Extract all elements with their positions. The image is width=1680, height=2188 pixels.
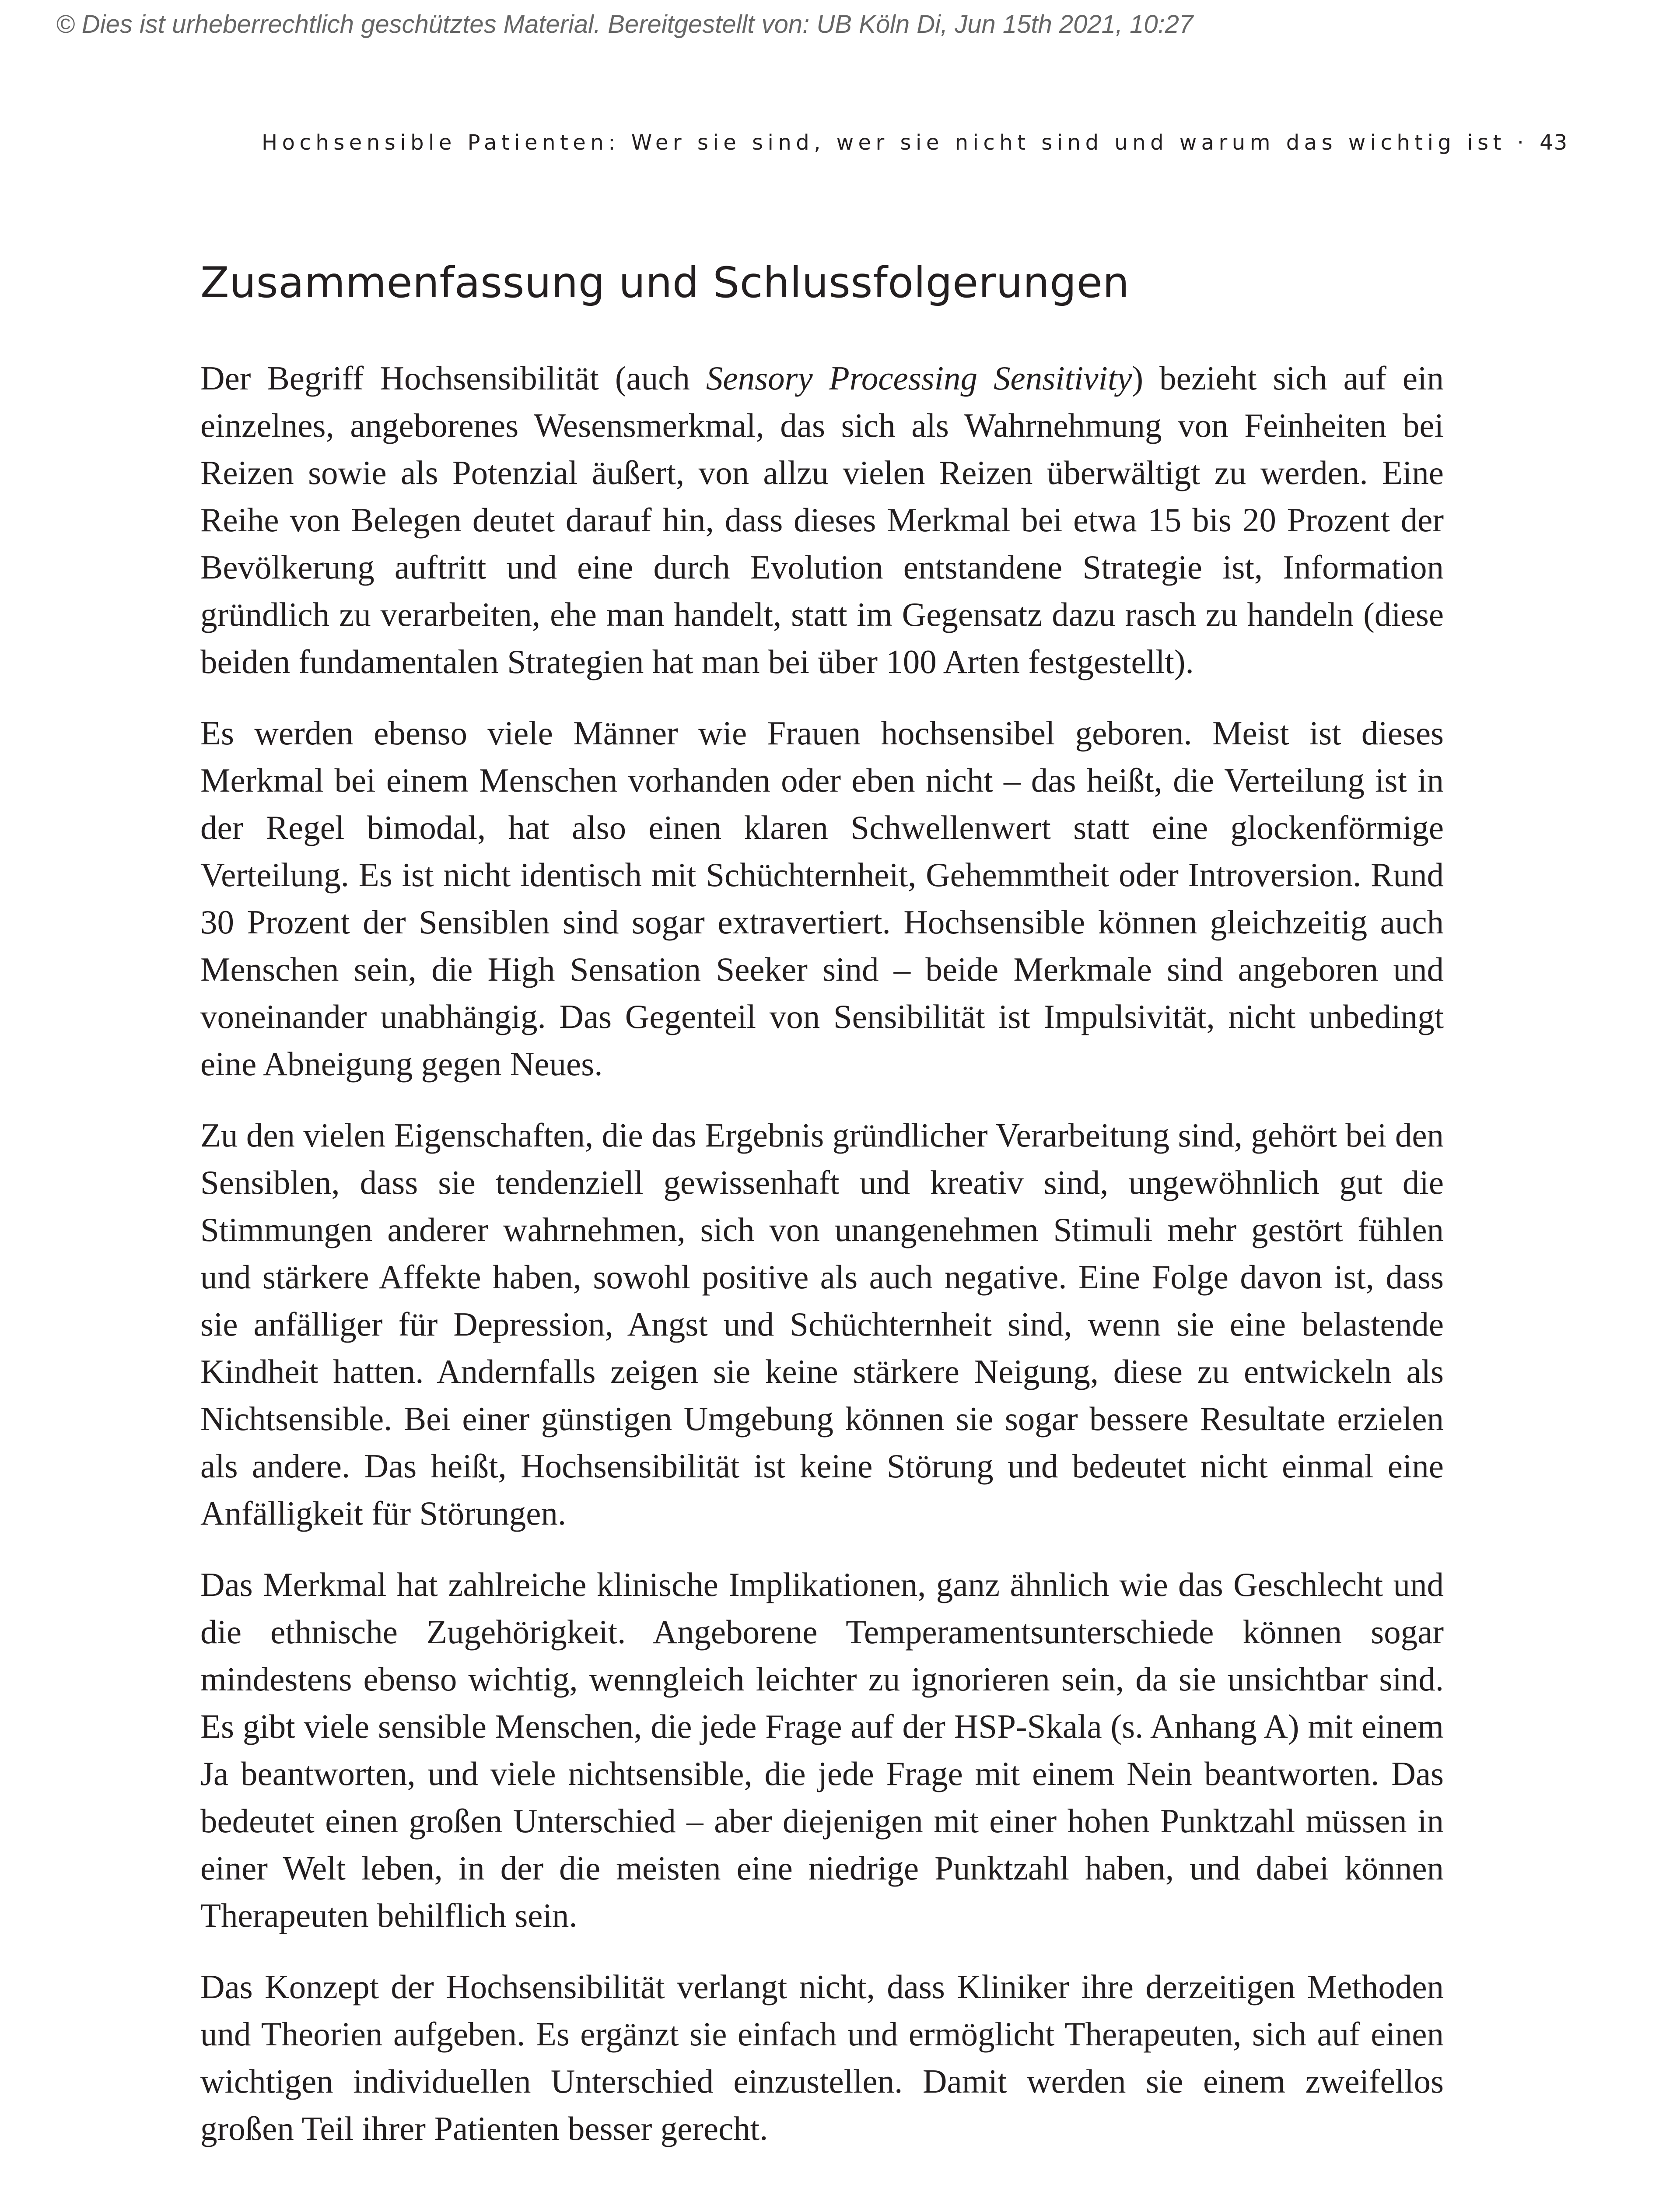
paragraph-4: Das Merkmal hat zahlreiche klinische Implikationen, ganz ähnlich wie das Geschlecht und die ethnische Zugehörigkeit. Angeborene Temperamentsunterschiede können sogar mindestens ebenso wichtig, wenngleich leichter zu ignorieren sein, da sie unsichtbar sind. Es gibt viele sensible Menschen, die jede Frage auf der HSP-Skala (s. Anhang A) mit einem Ja beantworten, und viele nichtsensible, die jede Frage mit einem Nein beantworten. Das bedeutet einen großen Unterschied – aber diejenigen mit einer hohen Punktzahl müssen in einer Welt leben, in der die meisten eine niedrige Punktzahl haben, und dabei können Therapeuten behilflich sein. <box>200 1566 1444 1934</box>
paragraph-3: Zu den vielen Eigenschaften, die das Ergebnis gründlicher Verarbeitung sind, gehört bei den Sensiblen, dass sie tendenziell gewissenhaft und kreativ sind, ungewöhnlich gut die Stimmungen anderer wahrnehmen, sich von unangenehmen Stimuli mehr gestört fühlen und stärkere Affekte haben, sowohl positive als auch negative. Eine Folge davon ist, dass sie anfälliger für Depression, Angst und Schüchternheit sind, wenn sie eine belastende Kindheit hatten. Andernfalls zeigen sie keine stärkere Neigung, diese zu entwickeln als Nichtsensible. Bei einer günstigen Umgebung können sie sogar bessere Resultate erzielen als andere. Das heißt, Hochsensibilität ist keine Störung und bedeutet nicht einmal eine Anfälligkeit für Störungen. <box>200 1116 1444 1532</box>
running-head <box>262 130 1568 155</box>
copyright-notice: © Dies ist urheberrechtlich geschütztes Material. Bereitgestellt von: UB Köln Di, Jun 15th 2021, 10:27 <box>56 10 1194 39</box>
paragraph-1 <box>200 354 1444 685</box>
section-title: Zusammenfassung und Schlussfolgerungen <box>200 258 1130 307</box>
page-number: 43 <box>1540 130 1568 155</box>
paragraph-1-part-a: Der Begriff Hochsensibilität (auch <box>200 359 706 397</box>
paragraph-1-part-b: ) bezieht sich auf ein einzelnes, angeborenes Wesensmerkmal, das sich als Wahrnehmung von Feinheiten bei Reizen sowie als Potenzial äußert, von allzu vielen Reizen überwältigt zu werden. Eine Reihe von Belegen deutet darauf hin, dass dieses Merkmal bei etwa 15 bis 20 Prozent der Bevölkerung auftritt und eine durch Evolution entstandene Strategie ist, Information gründlich zu verarbeiten, ehe man handelt, statt im Gegensatz dazu rasch zu handeln (diese beiden fundamentalen Strategien hat man bei über 100 Arten festgestellt). <box>200 359 1444 680</box>
paragraph-5: Das Konzept der Hochsensibilität verlangt nicht, dass Kliniker ihre derzeitigen Methoden und Theorien aufgeben. Es ergänzt sie einfach und ermöglicht Therapeuten, sich auf einen wichtigen individuellen Unterschied einzustellen. Damit werden sie einem zweifellos großen Teil ihrer Patienten besser gerecht. <box>200 1968 1444 2147</box>
paragraph-2: Es werden ebenso viele Männer wie Frauen hochsensibel geboren. Meist ist dieses Merkmal bei einem Menschen vorhanden oder eben nicht – das heißt, die Verteilung ist in der Regel bimodal, hat also einen klaren Schwellenwert statt eine glockenförmige Verteilung. Es ist nicht identisch mit Schüchternheit, Gehemmtheit oder Introversion. Rund 30 Prozent der Sensiblen sind sogar extravertiert. Hochsensible können gleichzeitig auch Menschen sein, die High Sensation Seeker sind – beide Merkmale sind angeboren und voneinander unabhängig. Das Gegenteil von Sensibilität ist Impulsivität, nicht unbedingt eine Abneigung gegen Neues. <box>200 714 1444 1083</box>
body-text <box>200 354 1444 2176</box>
running-head-text: Hochsensible Patienten: Wer sie sind, wer sie nicht sind und warum das wichtig ist · <box>262 130 1529 155</box>
paragraph-1-emphasis: Sensory Processing Sensitivity <box>706 359 1132 397</box>
